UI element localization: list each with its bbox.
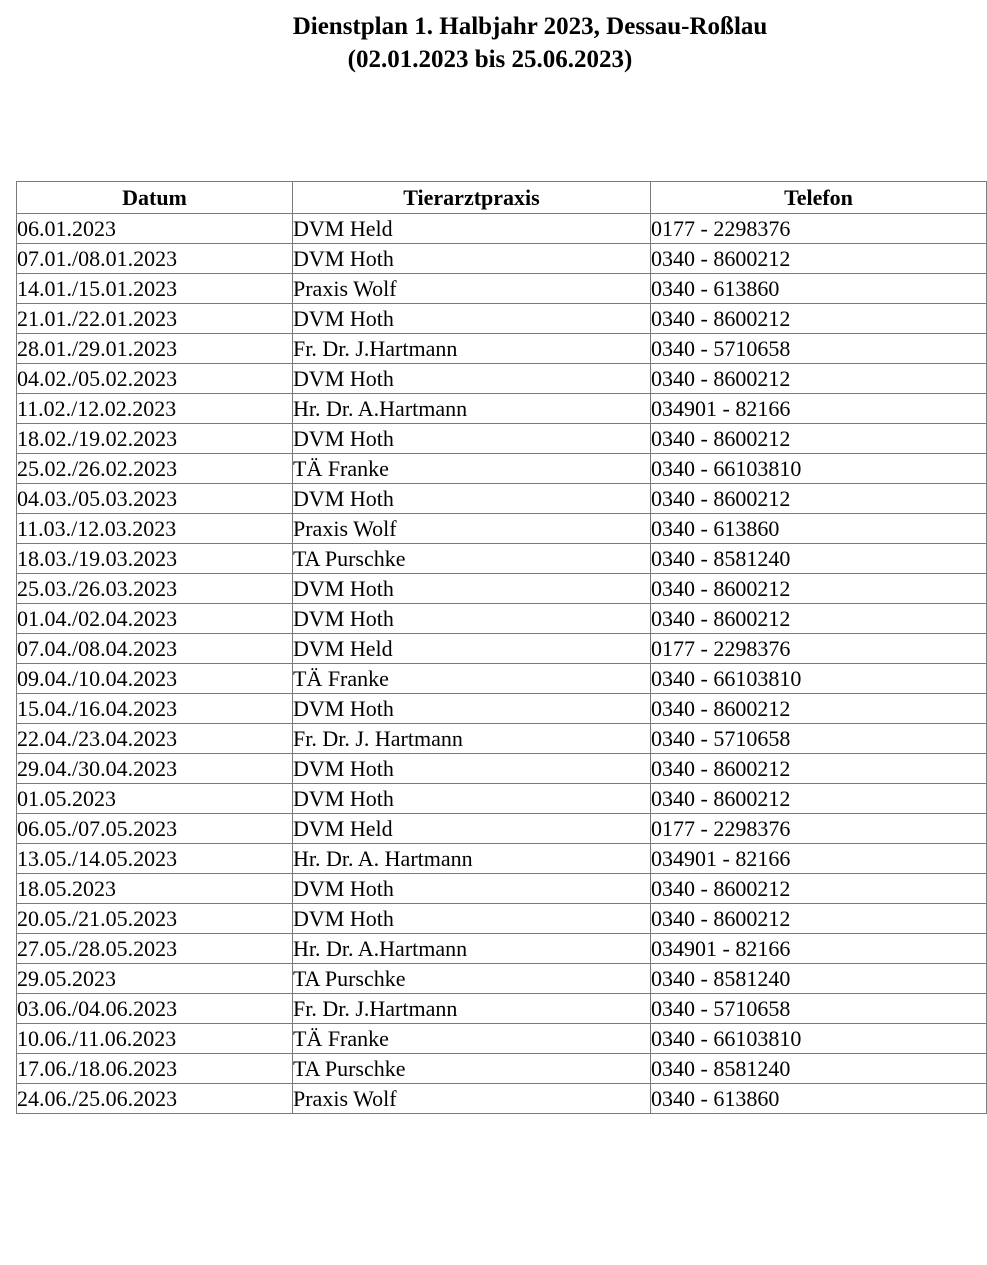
cell-date: 01.05.2023 bbox=[17, 784, 293, 814]
cell-practice: DVM Hoth bbox=[293, 484, 651, 514]
table-row bbox=[17, 304, 987, 334]
cell-phone: 0340 - 8600212 bbox=[651, 874, 987, 904]
cell-date: 01.04./02.04.2023 bbox=[17, 604, 293, 634]
cell-date: 06.01.2023 bbox=[17, 214, 293, 244]
cell-date: 06.05./07.05.2023 bbox=[17, 814, 293, 844]
cell-practice: DVM Held bbox=[293, 214, 651, 244]
cell-phone: 0340 - 5710658 bbox=[651, 334, 987, 364]
cell-practice: Praxis Wolf bbox=[293, 1084, 651, 1114]
header-practice: Tierarztpraxis bbox=[293, 182, 651, 214]
cell-practice: Fr. Dr. J.Hartmann bbox=[293, 994, 651, 1024]
cell-practice: TA Purschke bbox=[293, 544, 651, 574]
table-row bbox=[17, 394, 987, 424]
cell-practice: DVM Held bbox=[293, 814, 651, 844]
cell-practice: TA Purschke bbox=[293, 964, 651, 994]
table-row bbox=[17, 1084, 987, 1114]
table-row bbox=[17, 874, 987, 904]
cell-phone: 0340 - 613860 bbox=[651, 274, 987, 304]
cell-date: 25.03./26.03.2023 bbox=[17, 574, 293, 604]
cell-phone: 0340 - 5710658 bbox=[651, 724, 987, 754]
header-date: Datum bbox=[17, 182, 293, 214]
table-row bbox=[17, 664, 987, 694]
cell-date: 29.04./30.04.2023 bbox=[17, 754, 293, 784]
cell-date: 14.01./15.01.2023 bbox=[17, 274, 293, 304]
cell-practice: Fr. Dr. J. Hartmann bbox=[293, 724, 651, 754]
cell-phone: 0340 - 66103810 bbox=[651, 664, 987, 694]
cell-practice: DVM Hoth bbox=[293, 304, 651, 334]
cell-date: 04.02./05.02.2023 bbox=[17, 364, 293, 394]
cell-practice: DVM Hoth bbox=[293, 784, 651, 814]
cell-practice: DVM Hoth bbox=[293, 604, 651, 634]
cell-phone: 0340 - 8600212 bbox=[651, 364, 987, 394]
cell-date: 29.05.2023 bbox=[17, 964, 293, 994]
cell-phone: 0340 - 8600212 bbox=[651, 784, 987, 814]
cell-practice: Praxis Wolf bbox=[293, 274, 651, 304]
document-title: Dienstplan 1. Halbjahr 2023, Dessau-Roßlau bbox=[292, 13, 768, 40]
cell-practice: Hr. Dr. A.Hartmann bbox=[293, 934, 651, 964]
cell-date: 28.01./29.01.2023 bbox=[17, 334, 293, 364]
cell-date: 22.04./23.04.2023 bbox=[17, 724, 293, 754]
cell-practice: Hr. Dr. A.Hartmann bbox=[293, 394, 651, 424]
table-row bbox=[17, 364, 987, 394]
table-row bbox=[17, 514, 987, 544]
table-row bbox=[17, 634, 987, 664]
cell-phone: 0340 - 8581240 bbox=[651, 544, 987, 574]
cell-date: 07.04./08.04.2023 bbox=[17, 634, 293, 664]
cell-practice: DVM Hoth bbox=[293, 694, 651, 724]
cell-date: 03.06./04.06.2023 bbox=[17, 994, 293, 1024]
cell-practice: Fr. Dr. J.Hartmann bbox=[293, 334, 651, 364]
cell-date: 04.03./05.03.2023 bbox=[17, 484, 293, 514]
cell-phone: 0340 - 8600212 bbox=[651, 484, 987, 514]
cell-practice: DVM Hoth bbox=[293, 874, 651, 904]
cell-phone: 0340 - 66103810 bbox=[651, 454, 987, 484]
cell-phone: 0340 - 5710658 bbox=[651, 994, 987, 1024]
cell-phone: 0340 - 8600212 bbox=[651, 304, 987, 334]
cell-date: 18.03./19.03.2023 bbox=[17, 544, 293, 574]
cell-phone: 034901 - 82166 bbox=[651, 844, 987, 874]
cell-phone: 0177 - 2298376 bbox=[651, 214, 987, 244]
table-row bbox=[17, 334, 987, 364]
cell-phone: 0340 - 8600212 bbox=[651, 694, 987, 724]
table-row bbox=[17, 454, 987, 484]
table-body bbox=[17, 214, 987, 1114]
cell-date: 25.02./26.02.2023 bbox=[17, 454, 293, 484]
cell-phone: 0340 - 8600212 bbox=[651, 424, 987, 454]
duty-schedule-table bbox=[16, 181, 987, 1114]
cell-date: 07.01./08.01.2023 bbox=[17, 244, 293, 274]
cell-practice: TÄ Franke bbox=[293, 454, 651, 484]
cell-phone: 0340 - 8600212 bbox=[651, 574, 987, 604]
document-subtitle-date-range: (02.01.2023 bis 25.06.2023) bbox=[347, 46, 633, 73]
cell-phone: 0340 - 613860 bbox=[651, 1084, 987, 1114]
table-row bbox=[17, 1024, 987, 1054]
header-phone: Telefon bbox=[651, 182, 987, 214]
cell-practice: DVM Hoth bbox=[293, 904, 651, 934]
cell-date: 18.05.2023 bbox=[17, 874, 293, 904]
table-row bbox=[17, 214, 987, 244]
cell-phone: 0177 - 2298376 bbox=[651, 634, 987, 664]
cell-date: 18.02./19.02.2023 bbox=[17, 424, 293, 454]
table-row bbox=[17, 754, 987, 784]
cell-date: 27.05./28.05.2023 bbox=[17, 934, 293, 964]
cell-practice: DVM Hoth bbox=[293, 364, 651, 394]
table-row bbox=[17, 484, 987, 514]
cell-date: 11.02./12.02.2023 bbox=[17, 394, 293, 424]
cell-phone: 0340 - 66103810 bbox=[651, 1024, 987, 1054]
cell-phone: 0340 - 8581240 bbox=[651, 964, 987, 994]
table-row bbox=[17, 574, 987, 604]
table-row bbox=[17, 934, 987, 964]
cell-phone: 0340 - 8600212 bbox=[651, 904, 987, 934]
table-row bbox=[17, 604, 987, 634]
table-row bbox=[17, 544, 987, 574]
table-row bbox=[17, 1054, 987, 1084]
cell-date: 15.04./16.04.2023 bbox=[17, 694, 293, 724]
cell-phone: 0340 - 8600212 bbox=[651, 244, 987, 274]
cell-practice: TA Purschke bbox=[293, 1054, 651, 1084]
cell-date: 11.03./12.03.2023 bbox=[17, 514, 293, 544]
cell-practice: DVM Held bbox=[293, 634, 651, 664]
cell-phone: 0340 - 8600212 bbox=[651, 604, 987, 634]
cell-phone: 0340 - 8581240 bbox=[651, 1054, 987, 1084]
cell-date: 17.06./18.06.2023 bbox=[17, 1054, 293, 1084]
cell-date: 20.05./21.05.2023 bbox=[17, 904, 293, 934]
cell-date: 09.04./10.04.2023 bbox=[17, 664, 293, 694]
cell-practice: Praxis Wolf bbox=[293, 514, 651, 544]
table-row bbox=[17, 994, 987, 1024]
table-row bbox=[17, 244, 987, 274]
table-row bbox=[17, 694, 987, 724]
table-row bbox=[17, 814, 987, 844]
table-row bbox=[17, 964, 987, 994]
cell-date: 24.06./25.06.2023 bbox=[17, 1084, 293, 1114]
cell-practice: TÄ Franke bbox=[293, 1024, 651, 1054]
table-row bbox=[17, 724, 987, 754]
table-row bbox=[17, 844, 987, 874]
cell-date: 10.06./11.06.2023 bbox=[17, 1024, 293, 1054]
cell-date: 13.05./14.05.2023 bbox=[17, 844, 293, 874]
cell-practice: DVM Hoth bbox=[293, 574, 651, 604]
table-row bbox=[17, 784, 987, 814]
cell-phone: 0340 - 613860 bbox=[651, 514, 987, 544]
table-row bbox=[17, 424, 987, 454]
cell-practice: DVM Hoth bbox=[293, 754, 651, 784]
cell-phone: 034901 - 82166 bbox=[651, 934, 987, 964]
cell-phone: 0177 - 2298376 bbox=[651, 814, 987, 844]
table-row bbox=[17, 274, 987, 304]
cell-date: 21.01./22.01.2023 bbox=[17, 304, 293, 334]
cell-practice: DVM Hoth bbox=[293, 244, 651, 274]
cell-phone: 0340 - 8600212 bbox=[651, 754, 987, 784]
table-header-row bbox=[17, 182, 987, 214]
cell-practice: Hr. Dr. A. Hartmann bbox=[293, 844, 651, 874]
cell-practice: TÄ Franke bbox=[293, 664, 651, 694]
cell-practice: DVM Hoth bbox=[293, 424, 651, 454]
cell-phone: 034901 - 82166 bbox=[651, 394, 987, 424]
table-row bbox=[17, 904, 987, 934]
